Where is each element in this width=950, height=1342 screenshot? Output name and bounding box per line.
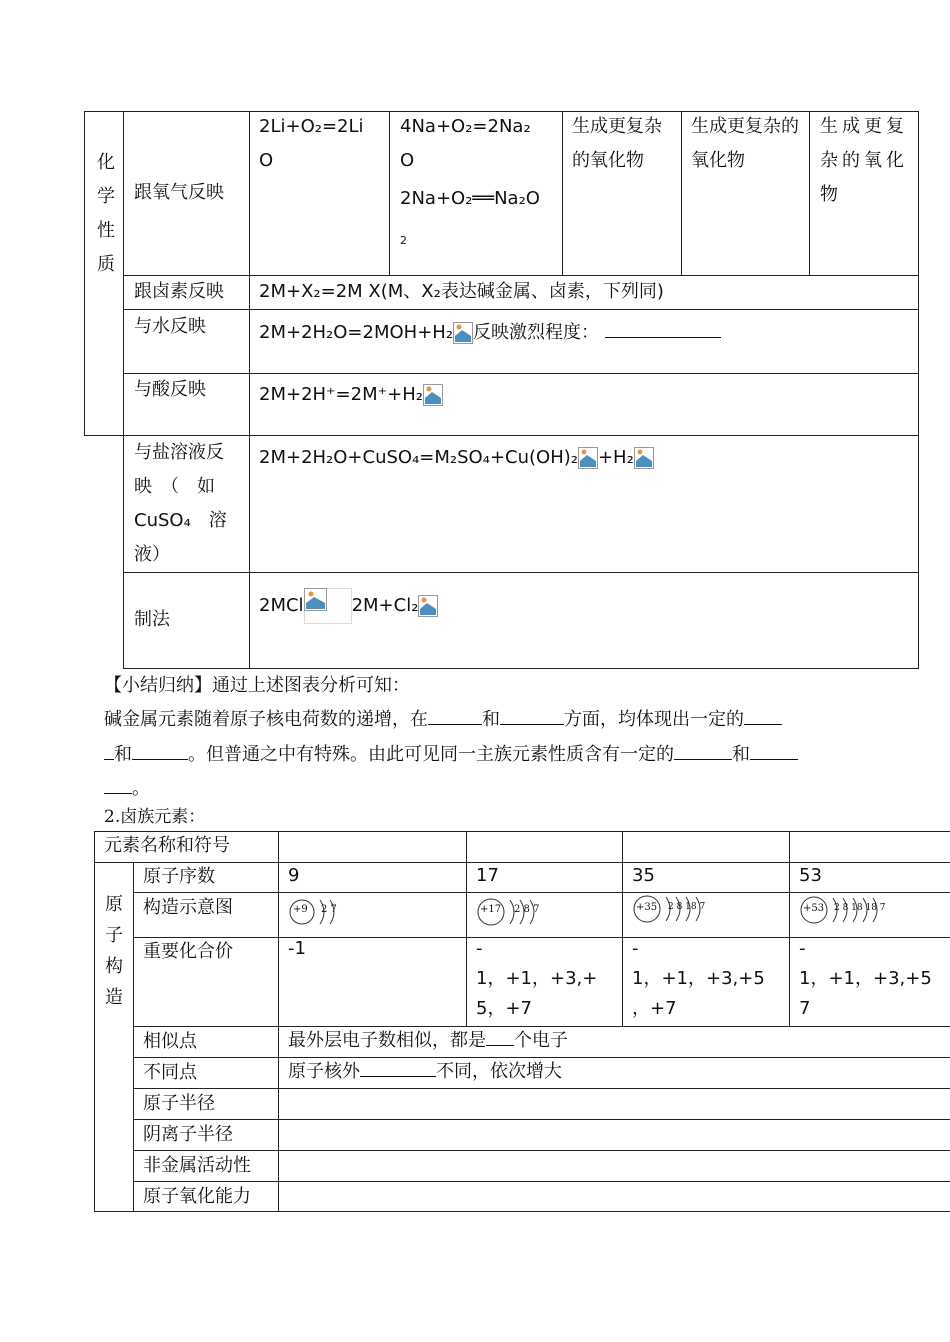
row-similar-label: 相似点 [143,1031,197,1052]
atomic-structure-group-label: 原 子 构 造 [105,894,123,1008]
summary-line2: 和 。但普通之中有特殊。由此可见同一主族元素性质含有一定的 和 [104,738,798,772]
row-preparation-content: 2MCl 2M+Cl₂ [259,588,438,624]
gas-arrow-icon [453,322,473,344]
valence-br: - 1，+1，+3,+5 ，+7 [632,938,765,1019]
chemical-properties-label: 化 学 性 质 [97,152,115,275]
atom-nucleus-f: +9 [293,904,308,915]
atom-shells-cl: 2 8 7 [514,904,540,915]
atomic-number-br: 35 [632,865,655,886]
different-content: 原子核外 不同，依次增大 [288,1056,562,1087]
row-salt-content: 2M+2H₂O+CuSO₄=M₂SO₄+Cu(OH)₂ +H₂ [259,441,654,475]
atom-structure-i [799,894,891,931]
summary-line1: 碱金属元素随着原子核电荷数的递增，在 和 方面，均体现出一定的 [104,703,782,737]
row-halogen-label: 跟卤素反映 [134,281,224,302]
atomic-number-f: 9 [288,865,300,886]
section2-title: 2.卤族元素： [104,807,206,827]
row-acid-label: 与酸反映 [134,379,206,400]
valence-i: - 1，+1，+3,+5 7 [799,938,932,1019]
atom-nucleus-i: +53 [803,903,825,914]
na-oxygen-equation: 4Na+O₂=2Na₂ O 2Na+O₂══Na₂O 2 [400,116,540,247]
atom-structure-cl [476,896,548,933]
atom-shells-i: 2 8 18 18 7 [834,903,886,913]
atomic-number-i: 53 [799,865,822,886]
row-oxygen-col5: 生成更复杂的氧化物 [820,116,908,205]
valence-f: -1 [288,938,306,959]
row-activity-label: 非金属活动性 [143,1155,251,1176]
row-oxygen-label: 跟氧气反映 [134,182,224,203]
similar-content: 最外层电子数相似，都是 个电子 [288,1025,568,1056]
row-different-label: 不同点 [143,1062,197,1083]
row-water-content: 2M+2H₂O=2MOH+H₂ 反映激烈程度： [259,316,721,350]
row-water-label: 与水反映 [134,316,206,337]
atomic-number-cl: 17 [476,865,499,886]
header-element-name: 元素名称和符号 [104,835,230,856]
valence-cl: - 1，+1，+3,+ 5，+7 [476,938,598,1019]
row-oxygen-col4: 生成更复杂的氧化物 [691,116,799,171]
row-preparation-label: 制法 [134,609,170,630]
row-radius-label: 原子半径 [143,1093,215,1114]
atom-shells-f: 2 7 [321,904,337,915]
gas-arrow-icon [423,384,443,406]
precipitate-arrow-icon [578,447,598,469]
row-halogen-content: 2M+X₂=2M X(M、X₂表达碱金属、卤素，下列同) [259,281,664,302]
li-oxygen-equation: 2Li+O₂=2Li O [259,116,364,171]
gas-arrow-icon [634,447,654,469]
summary-title: 【小结归纳】通过上述图表分析可知： [104,675,410,696]
row-oxidizing-label: 原子氧化能力 [143,1186,251,1207]
row-salt-label: 与盐溶液反 映 （ 如 CuSO₄ 溶 液） [134,442,227,565]
row-acid-content: 2M+2H⁺=2M⁺+H₂ [259,378,443,412]
row-structure-label: 构造示意图 [143,897,233,918]
row-oxygen-col3: 生成更复杂的氧化物 [572,116,662,171]
row-anion-radius-label: 阴离子半径 [143,1124,233,1145]
atom-shells-br: 2 8 18 7 [668,902,706,912]
atom-structure-f [288,896,348,933]
electrolysis-condition-icon [304,588,352,624]
gas-arrow-icon [418,595,438,617]
atom-structure-br [632,893,714,930]
summary-line3: 。 [104,772,150,806]
atom-nucleus-br: +35 [636,902,658,913]
atom-nucleus-cl: +17 [480,904,502,915]
row-atomic-number-label: 原子序数 [143,866,215,887]
row-valence-label: 重要化合价 [143,941,233,962]
